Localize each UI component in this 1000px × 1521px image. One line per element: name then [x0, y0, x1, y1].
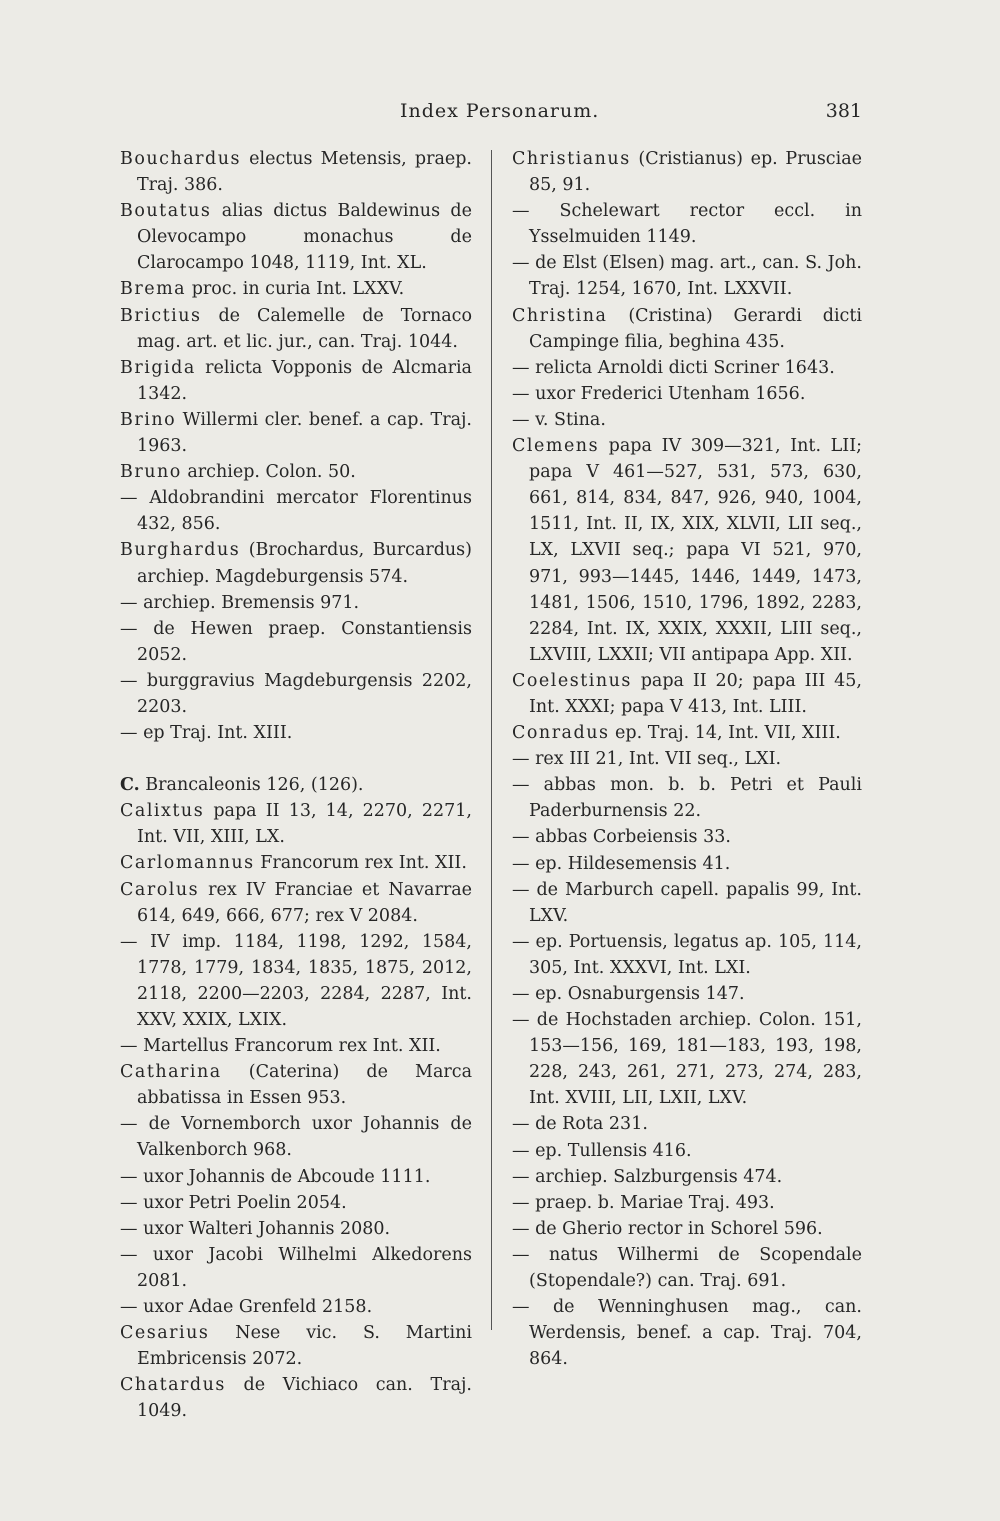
- left-column: [120, 146, 472, 1425]
- index-entry: [120, 1320, 472, 1372]
- index-entry: [120, 537, 472, 589]
- entry-text: — de Gherio rector in Schorel 596.: [512, 1218, 823, 1239]
- entry-text: — de Rota 231.: [512, 1114, 648, 1135]
- entry-text: — uxor Petri Poelin 2054.: [120, 1192, 347, 1213]
- entry-text: (Brochardus, Burcardus) archiep. Magdeburgensis 574.: [137, 540, 472, 587]
- entry-headword: Boutatus: [120, 201, 212, 222]
- index-entry: [120, 198, 472, 276]
- index-entry: [120, 668, 472, 720]
- entry-headword: C.: [120, 775, 140, 796]
- entry-text: (Cristianus) ep. Prusciae 85, 91.: [529, 149, 862, 196]
- entry-headword: Brigida: [120, 357, 196, 378]
- entry-text: ep. Traj. 14, Int. VII, XIII.: [609, 723, 841, 744]
- index-entry: [512, 981, 862, 1007]
- running-header: [120, 100, 862, 130]
- index-entry: [120, 1059, 472, 1111]
- entry-text: — de Vornemborch uxor Johannis de Valkenborch 968.: [120, 1114, 472, 1161]
- index-entry: [512, 746, 862, 772]
- entry-headword: Calixtus: [120, 801, 205, 822]
- index-entry: [120, 1033, 472, 1059]
- entry-text: — praep. b. Mariae Traj. 493.: [512, 1192, 775, 1213]
- entry-text: — de Marburch capell. papalis 99, Int. LXV.: [512, 879, 862, 926]
- entry-headword: Bruno: [120, 462, 182, 483]
- entry-text: — archiep. Salzburgensis 474.: [512, 1166, 783, 1187]
- entry-text: papa II 20; papa III 45, Int. XXXI; papa V 413, Int. LIII.: [529, 670, 862, 717]
- index-entry: [512, 720, 862, 746]
- entry-headword: Brictius: [120, 305, 202, 326]
- index-entry: [120, 1190, 472, 1216]
- index-entry: [120, 850, 472, 876]
- index-entry: [512, 355, 862, 381]
- entry-headword: Christianus: [512, 149, 631, 169]
- entry-text: — de Elst (Elsen) mag. art., can. S. Joh. Traj. 1254, 1670, Int. LXXVII.: [512, 253, 862, 300]
- index-entry: [512, 772, 862, 824]
- entry-text: — ep. Osnaburgensis 147.: [512, 984, 745, 1004]
- running-title: Index Personarum.: [400, 100, 600, 122]
- entry-text: — rex III 21, Int. VII seq., LXI.: [512, 749, 782, 770]
- index-entry: [120, 1372, 472, 1424]
- entry-text: electus Metensis, praep. Traj. 386.: [137, 149, 472, 196]
- index-entry: [120, 1242, 472, 1294]
- index-entry: [512, 381, 862, 407]
- entry-text: — ep. Hildesemensis 41.: [512, 853, 731, 874]
- index-entry: [120, 877, 472, 929]
- entry-text: — abbas mon. b. b. Petri et Pauli Paderburnensis 22.: [512, 775, 862, 822]
- index-entry: [512, 824, 862, 850]
- index-entry: [120, 929, 472, 1033]
- entry-text: — uxor Johannis de Abcoude 1111.: [120, 1166, 431, 1187]
- entry-text: — de Wenninghusen mag., can. Werdensis, benef. a cap. Traj. 704, 864.: [512, 1297, 862, 1370]
- index-entry: [120, 146, 472, 198]
- entry-text: — abbas Corbeiensis 33.: [512, 827, 731, 848]
- entry-text: — burggravius Magdeburgensis 2202, 2203.: [120, 670, 472, 717]
- entry-headword: Coelestinus: [512, 670, 632, 691]
- entry-text: Nese vic. S. Martini Embricensis 2072.: [137, 1323, 472, 1370]
- entry-headword: Catharina: [120, 1062, 222, 1083]
- entry-text: alias dictus Baldewinus de Olevocampo monachus de Clarocampo 1048, 1119, Int. XL.: [137, 201, 472, 274]
- entry-text: — relicta Arnoldi dicti Scriner 1643.: [512, 357, 835, 378]
- entry-headword: Brema: [120, 279, 187, 300]
- entry-headword: Brino: [120, 409, 177, 430]
- entry-headword: Conradus: [512, 723, 610, 744]
- entry-headword: Christina: [512, 305, 608, 326]
- entry-text: — ep Traj. Int. XIII.: [120, 723, 293, 744]
- index-entry: [120, 1111, 472, 1163]
- index-entry: [512, 1190, 862, 1216]
- entry-text: — Martellus Francorum rex Int. XII.: [120, 1036, 441, 1057]
- entry-text: — IV imp. 1184, 1198, 1292, 1584, 1778, 1779, 1834, 1835, 1875, 2012, 2118, 2200—2203, 2284, 2287, Int. XXV, XXIX, LXIX.: [120, 931, 472, 1030]
- entry-text: proc. in curia Int. LXXV.: [186, 279, 405, 300]
- entry-text: (Caterina) de Marca abbatissa in Essen 953.: [137, 1062, 472, 1109]
- entry-text: (Cristina) Gerardi dicti Campinge filia, beghina 435.: [529, 305, 862, 352]
- index-entry: [512, 1138, 862, 1164]
- entry-text: papa II 13, 14, 2270, 2271, Int. VII, XIII, LX.: [137, 801, 472, 848]
- index-entry: [512, 433, 862, 668]
- entry-text: — de Hewen praep. Constantiensis 2052.: [120, 618, 472, 665]
- index-entry: [120, 485, 472, 537]
- entry-text: — uxor Walteri Johannis 2080.: [120, 1218, 391, 1239]
- entry-headword: Chatardus: [120, 1375, 226, 1396]
- entry-text: — Aldobrandini mercator Florentinus 432, 856.: [120, 488, 472, 535]
- index-entry: [120, 459, 472, 485]
- index-entry: [512, 668, 862, 720]
- entry-text: — uxor Frederici Utenham 1656.: [512, 383, 806, 404]
- entry-text: — uxor Jacobi Wilhelmi Alkedorens 2081.: [120, 1244, 472, 1291]
- entry-text: archiep. Colon. 50.: [181, 462, 356, 483]
- index-entry: [120, 1294, 472, 1320]
- entry-headword: Bouchardus: [120, 149, 241, 169]
- index-entry: [512, 407, 862, 433]
- index-entry: [120, 616, 472, 668]
- index-entry: [512, 877, 862, 929]
- entry-text: de Vichiaco can. Traj. 1049.: [137, 1375, 472, 1422]
- index-entry: [120, 720, 472, 746]
- index-entry: [512, 1007, 862, 1111]
- index-entry: [120, 798, 472, 850]
- index-entry: [120, 276, 472, 302]
- column-divider: [491, 150, 492, 1330]
- index-entry: [120, 1216, 472, 1242]
- entry-headword: Carolus: [120, 879, 200, 900]
- index-entry: [512, 929, 862, 981]
- index-entry: [512, 303, 862, 355]
- index-entry: [120, 355, 472, 407]
- entry-text: rex IV Franciae et Navarrae 614, 649, 666, 677; rex V 2084.: [137, 879, 472, 926]
- entry-text: Brancaleonis 126, (126).: [139, 775, 364, 796]
- entry-headword: Cesarius: [120, 1323, 210, 1344]
- index-entry: [512, 1242, 862, 1294]
- entry-text: papa IV 309—321, Int. LII; papa V 461—527, 531, 573, 630, 661, 814, 834, 847, 926, 940, 1004, 1511, Int. II, IX, XIX, XLVII, LII seq., LX, LXVII seq.; papa VI 521, 970, 971, 993—1445, 1446, 1449, 1473, 1481, 1506, 1510, 1796, 1892, 2283, 2284, Int. IX, XXIX, XXXII, LIII seq., LXVIII, LXXII; VII antipapa App. XII.: [529, 436, 862, 665]
- index-entry: [120, 407, 472, 459]
- entry-text: — de Hochstaden archiep. Colon. 151, 153—156, 169, 181—183, 193, 198, 228, 243, 261, 271, 273, 274, 283, Int. XVIII, LII, LXII, LXV.: [512, 1010, 862, 1109]
- page-number: 381: [825, 100, 862, 122]
- index-entry: [120, 1164, 472, 1190]
- index-entry: [120, 590, 472, 616]
- entry-text: — ep. Portuensis, legatus ap. 105, 114, 305, Int. XXXVI, Int. LXI.: [512, 931, 862, 978]
- entry-text: — ep. Tullensis 416.: [512, 1140, 692, 1161]
- entry-text: de Calemelle de Tornaco mag. art. et lic. jur., can. Traj. 1044.: [137, 305, 472, 352]
- index-entry: [512, 1164, 862, 1190]
- entry-text: — uxor Adae Grenfeld 2158.: [120, 1297, 373, 1318]
- index-entry: [512, 1216, 862, 1242]
- index-entry: [512, 198, 862, 250]
- entry-text: Francorum rex Int. XII.: [254, 853, 467, 874]
- entry-headword: Clemens: [512, 436, 600, 457]
- index-entry: [512, 1111, 862, 1137]
- entry-headword: Burghardus: [120, 540, 241, 561]
- right-column: [512, 146, 862, 1372]
- index-entry: [512, 146, 862, 198]
- index-entry: [512, 250, 862, 302]
- entry-text: — v. Stina.: [512, 409, 606, 430]
- entry-text: — Schelewart rector eccl. in Ysselmuiden 1149.: [512, 201, 862, 248]
- index-entry: [120, 772, 472, 798]
- entry-text: — archiep. Bremensis 971.: [120, 592, 360, 613]
- index-entry: [512, 1294, 862, 1372]
- entry-text: Willermi cler. benef. a cap. Traj. 1963.: [137, 409, 472, 457]
- entry-headword: Carlomannus: [120, 853, 255, 874]
- index-entry: [120, 303, 472, 355]
- index-entry: [512, 851, 862, 877]
- entry-text: — natus Wilhermi de Scopendale (Stopendale?) can. Traj. 691.: [512, 1244, 862, 1292]
- entry-text: relicta Vopponis de Alcmaria 1342.: [137, 357, 472, 404]
